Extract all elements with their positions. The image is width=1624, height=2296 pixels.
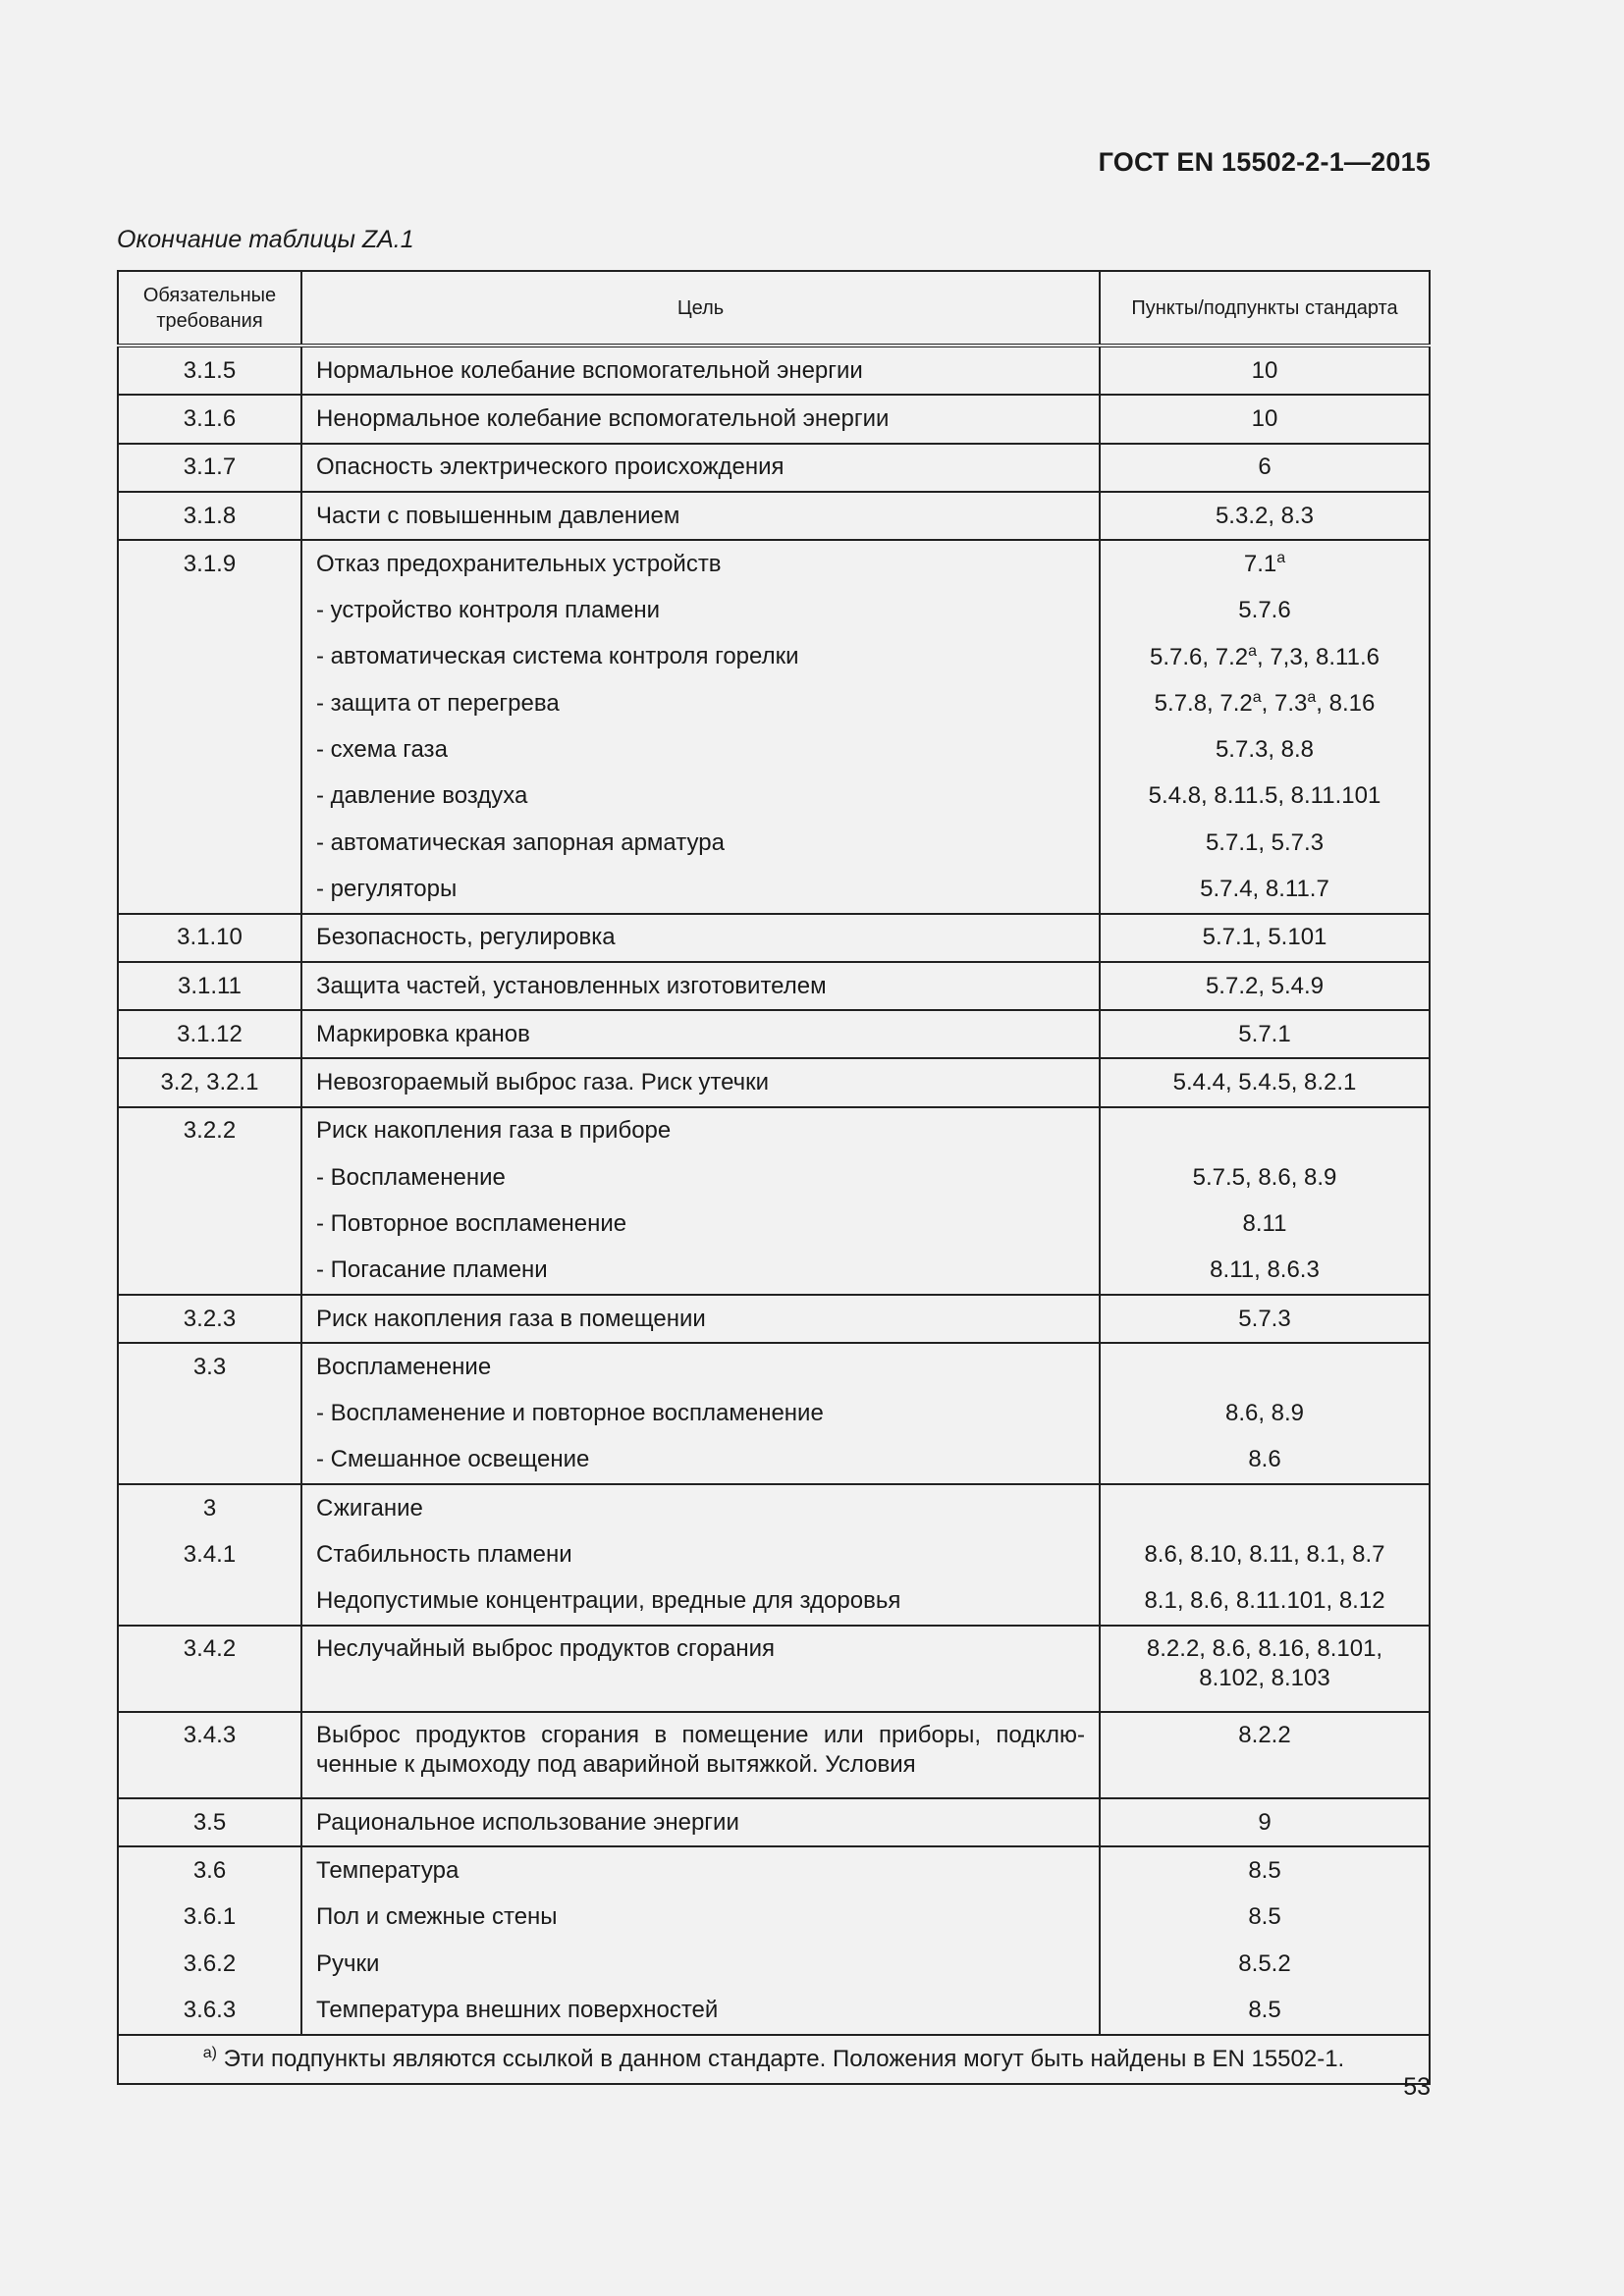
table-row	[118, 346, 1430, 395]
cell-ref: 5.7.4, 8.11.7	[1100, 866, 1430, 913]
cell-goal	[301, 1712, 1100, 1798]
cell-goal: Воспламенение	[301, 1343, 1100, 1390]
footnote-marker: a	[1252, 689, 1262, 707]
cell-code: 3.4.1	[118, 1531, 301, 1577]
cell-code: 3.1.8	[118, 492, 301, 540]
cell-goal: Риск накопления газа в приборе	[301, 1107, 1100, 1154]
cell-code	[118, 820, 301, 866]
cell-goal: Ненормальное колебание вспомогательной энергии	[301, 395, 1100, 443]
cell-goal: - Воспламенение и повторное воспламенение	[301, 1391, 1100, 1437]
table-row	[118, 1531, 1430, 1577]
cell-code	[118, 1578, 301, 1626]
footnote-marker: a	[1276, 550, 1286, 567]
cell-ref: 5.7.3, 8.8	[1100, 726, 1430, 773]
cell-goal: Сжигание	[301, 1484, 1100, 1531]
table-row	[118, 444, 1430, 492]
cell-goal: Недопустимые концентрации, вредные для здоровья	[301, 1578, 1100, 1626]
cell-goal: Температура внешних поверхностей	[301, 1987, 1100, 2034]
cell-code: 3.1.6	[118, 395, 301, 443]
cell-goal: - давление воздуха	[301, 774, 1100, 820]
cell-ref: 8.1, 8.6, 8.11.101, 8.12	[1100, 1578, 1430, 1626]
ref-text: 5.7.8, 7.2	[1154, 690, 1253, 718]
table-row	[118, 1058, 1430, 1106]
cell-goal: - автоматическая запорная арматура	[301, 820, 1100, 866]
cell-code: 3.1.12	[118, 1010, 301, 1058]
cell-code	[118, 1391, 301, 1437]
cell-ref: 5.7.6	[1100, 587, 1430, 633]
cell-ref: 5.7.1, 5.7.3	[1100, 820, 1430, 866]
cell-code: 3.6.1	[118, 1895, 301, 1941]
cell-ref: 8.5	[1100, 1895, 1430, 1941]
ref-text: , 7.3	[1261, 690, 1308, 718]
cell-goal: Части с повышенным давлением	[301, 492, 1100, 540]
table-row	[118, 1626, 1430, 1712]
page-number: 53	[1403, 2073, 1431, 2101]
table-row	[118, 1391, 1430, 1437]
table-row	[118, 1248, 1430, 1295]
cell-code: 3.1.10	[118, 914, 301, 962]
cell-ref: 5.4.4, 5.4.5, 8.2.1	[1100, 1058, 1430, 1106]
cell-goal: - Погасание пламени	[301, 1248, 1100, 1295]
cell-goal: Стабильность пламени	[301, 1531, 1100, 1577]
cell-goal: Безопасность, регулировка	[301, 914, 1100, 962]
table-row	[118, 1295, 1430, 1343]
cell-ref	[1100, 1484, 1430, 1531]
cell-code	[118, 774, 301, 820]
table-footnote	[118, 2035, 1430, 2084]
cell-code: 3.5	[118, 1798, 301, 1846]
cell-goal: Нормальное колебание вспомогательной энергии	[301, 346, 1100, 395]
cell-goal: Неслучайный выброс продуктов сгорания	[301, 1626, 1100, 1712]
cell-code: 3	[118, 1484, 301, 1531]
table-row	[118, 1437, 1430, 1484]
cell-code: 3.4.2	[118, 1626, 301, 1712]
cell-ref	[1100, 1626, 1430, 1712]
table-row	[118, 680, 1430, 726]
cell-code	[118, 587, 301, 633]
cell-ref: 8.5	[1100, 1987, 1430, 2034]
cell-goal: Риск накопления газа в помещении	[301, 1295, 1100, 1343]
cell-goal: Отказ предохранительных устройств	[301, 540, 1100, 587]
cell-code	[118, 680, 301, 726]
footnote-marker: a)	[202, 2045, 218, 2061]
table-row	[118, 820, 1430, 866]
ref-line: 8.102, 8.103	[1199, 1665, 1330, 1692]
cell-goal: - Повторное воспламенение	[301, 1201, 1100, 1247]
cell-ref	[1100, 680, 1430, 726]
cell-ref: 8.11	[1100, 1201, 1430, 1247]
cell-code: 3.2, 3.2.1	[118, 1058, 301, 1106]
cell-goal: Невозгораемый выброс газа. Риск утечки	[301, 1058, 1100, 1106]
cell-ref: 8.6	[1100, 1437, 1430, 1484]
column-header-goal: Цель	[301, 271, 1100, 346]
table-row	[118, 1895, 1430, 1941]
cell-code: 3.2.3	[118, 1295, 301, 1343]
ref-text: , 7,3, 8.11.6	[1257, 643, 1380, 670]
table-row	[118, 962, 1430, 1010]
table-row	[118, 1201, 1430, 1247]
cell-code	[118, 1248, 301, 1295]
cell-ref	[1100, 1343, 1430, 1390]
cell-goal: - регуляторы	[301, 866, 1100, 913]
table-row	[118, 774, 1430, 820]
table-row	[118, 1484, 1430, 1531]
cell-goal: Ручки	[301, 1941, 1100, 1987]
cell-ref: 5.7.1, 5.101	[1100, 914, 1430, 962]
cell-ref: 8.5	[1100, 1846, 1430, 1894]
table-row	[118, 1578, 1430, 1626]
cell-code	[118, 1201, 301, 1247]
cell-goal: - Воспламенение	[301, 1154, 1100, 1201]
column-header-ref: Пункты/подпункты стандарта	[1100, 271, 1430, 346]
table-row	[118, 1010, 1430, 1058]
cell-code	[118, 726, 301, 773]
cell-goal: Пол и смежные стены	[301, 1895, 1100, 1941]
cell-code: 3.1.11	[118, 962, 301, 1010]
cell-goal: Температура	[301, 1846, 1100, 1894]
cell-code	[118, 866, 301, 913]
table-row	[118, 1154, 1430, 1201]
cell-code: 3.4.3	[118, 1712, 301, 1798]
cell-code	[118, 1437, 301, 1484]
table-row	[118, 1343, 1430, 1390]
document-standard-header: ГОСТ EN 15502-2-1—2015	[1098, 147, 1431, 177]
cell-goal: Защита частей, установленных изготовителем	[301, 962, 1100, 1010]
cell-ref: 10	[1100, 346, 1430, 395]
table-row	[118, 587, 1430, 633]
cell-ref: 5.7.3	[1100, 1295, 1430, 1343]
table-row	[118, 492, 1430, 540]
goal-line: ченные к дымоходу под аварийной вытяжкой. Условия	[316, 1751, 916, 1779]
cell-code: 3.6.2	[118, 1941, 301, 1987]
cell-ref	[1100, 540, 1430, 587]
table-caption: Окончание таблицы ZA.1	[117, 226, 414, 253]
ref-text: 7.1	[1243, 551, 1277, 578]
footnote-marker: a	[1307, 689, 1317, 707]
cell-ref: 5.7.1	[1100, 1010, 1430, 1058]
footnote-marker: a	[1248, 642, 1257, 660]
table-row	[118, 726, 1430, 773]
cell-ref: 5.4.8, 8.11.5, 8.11.101	[1100, 774, 1430, 820]
column-header-code: Обязательные требования	[118, 271, 301, 346]
cell-ref: 6	[1100, 444, 1430, 492]
cell-ref: 10	[1100, 395, 1430, 443]
table-row	[118, 914, 1430, 962]
cell-goal: Опасность электрического происхождения	[301, 444, 1100, 492]
requirements-table	[117, 270, 1431, 2085]
table-row	[118, 1987, 1430, 2034]
cell-code: 3.1.5	[118, 346, 301, 395]
cell-goal: Маркировка кранов	[301, 1010, 1100, 1058]
cell-goal: Рациональное использование энергии	[301, 1798, 1100, 1846]
table-row	[118, 1941, 1430, 1987]
cell-ref: 5.7.2, 5.4.9	[1100, 962, 1430, 1010]
cell-ref: 8.2.2	[1100, 1712, 1430, 1798]
table-body	[118, 346, 1430, 2084]
table-row	[118, 1798, 1430, 1846]
table-row	[118, 1107, 1430, 1154]
table-header-row	[118, 271, 1430, 346]
table-row	[118, 1712, 1430, 1798]
footnote-text: Эти подпункты являются ссылкой в данном стандарте. Положения могут быть найдены в EN 15502-1.	[217, 2046, 1345, 2072]
cell-goal: - защита от перегрева	[301, 680, 1100, 726]
cell-goal: - Смешанное освещение	[301, 1437, 1100, 1484]
cell-ref: 8.6, 8.10, 8.11, 8.1, 8.7	[1100, 1531, 1430, 1577]
cell-code: 3.2.2	[118, 1107, 301, 1154]
cell-goal: - схема газа	[301, 726, 1100, 773]
cell-ref: 8.11, 8.6.3	[1100, 1248, 1430, 1295]
table-footnote-row	[118, 2035, 1430, 2084]
cell-ref	[1100, 1107, 1430, 1154]
table-row	[118, 866, 1430, 913]
table-row	[118, 1846, 1430, 1894]
cell-code: 3.6.3	[118, 1987, 301, 2034]
cell-ref: 5.7.5, 8.6, 8.9	[1100, 1154, 1430, 1201]
ref-line: 8.2.2, 8.6, 8.16, 8.101,	[1146, 1635, 1383, 1663]
ref-text: , 8.16	[1316, 690, 1376, 718]
cell-ref: 8.6, 8.9	[1100, 1391, 1430, 1437]
cell-code	[118, 634, 301, 680]
cell-code	[118, 1154, 301, 1201]
cell-code: 3.1.7	[118, 444, 301, 492]
ref-text: 5.7.6, 7.2	[1150, 643, 1249, 670]
cell-code: 3.6	[118, 1846, 301, 1894]
cell-code: 3.3	[118, 1343, 301, 1390]
goal-line: Выброс продуктов сгорания в помещение или приборы, подклю-	[316, 1722, 1085, 1749]
cell-code: 3.1.9	[118, 540, 301, 587]
cell-goal: - устройство контроля пламени	[301, 587, 1100, 633]
table-row	[118, 395, 1430, 443]
table-row	[118, 540, 1430, 587]
cell-ref	[1100, 634, 1430, 680]
cell-ref: 5.3.2, 8.3	[1100, 492, 1430, 540]
table-row	[118, 634, 1430, 680]
cell-ref: 8.5.2	[1100, 1941, 1430, 1987]
cell-ref: 9	[1100, 1798, 1430, 1846]
cell-goal: - автоматическая система контроля горелки	[301, 634, 1100, 680]
